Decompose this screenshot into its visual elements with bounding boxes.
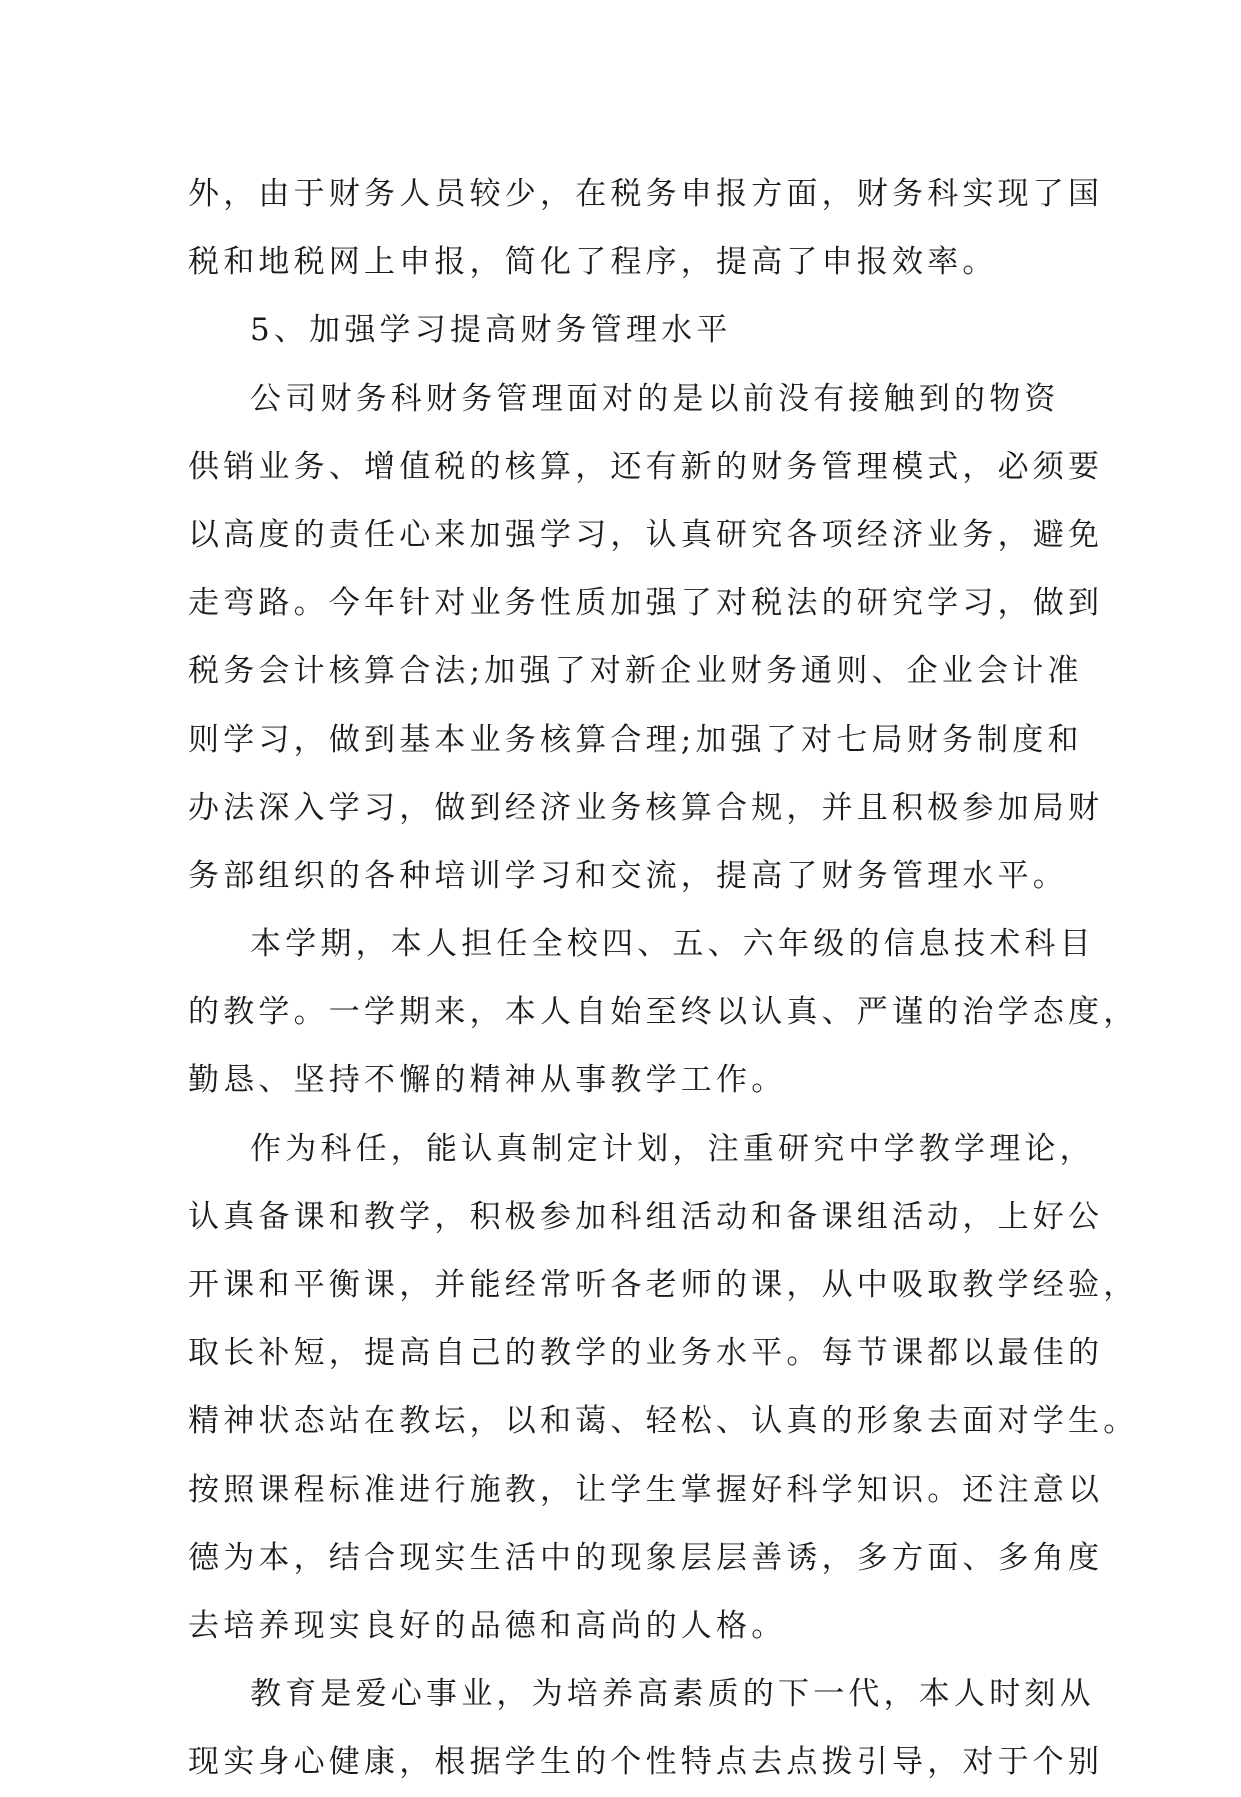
text-line: 供销业务、增值税的核算，还有新的财务管理模式，必须要 [188,448,1104,485]
text-line: 现实身心健康，根据学生的个性特点去点拨引导，对于个别 [188,1744,1104,1781]
text-line: 去培养现实良好的品德和高尚的人格。 [188,1607,787,1644]
text-line: 教育是爱心事业，为培养高素质的下一代，本人时刻从 [250,1676,1095,1713]
text-line: 本学期，本人担任全校四、五、六年级的信息技术科目 [250,926,1095,963]
text-line: 外，由于财务人员较少，在税务申报方面，财务科实现了国 [188,176,1104,212]
section-heading: 5、加强学习提高财务管理水平 [250,312,732,349]
text-line: 开课和平衡课，并能经常听各老师的课，从中吸取教学经验， [188,1267,1139,1303]
text-line: 勤恳、坚持不懈的精神从事教学工作。 [188,1062,787,1099]
text-line: 公司财务科财务管理面对的是以前没有接触到的物资 [250,380,1060,417]
text-line: 务部组织的各种培训学习和交流，提高了财务管理水平。 [188,857,1068,894]
text-line: 取长补短，提高自己的教学的业务水平。每节课都以最佳的 [188,1335,1104,1372]
text-line: 的教学。一学期来，本人自始至终以认真、严谨的治学态度， [188,994,1139,1031]
text-line: 走弯路。今年针对业务性质加强了对税法的研究学习，做到 [188,585,1104,622]
text-line: 德为本，结合现实生活中的现象层层善诱，多方面、多角度 [188,1539,1104,1576]
text-line: 税务会计核算合法;加强了对新企业财务通则、企业会计准 [188,653,1083,690]
text-line: 按照课程标准进行施教，让学生掌握好科学知识。还注意以 [188,1471,1104,1508]
text-line: 作为科任，能认真制定计划，注重研究中学教学理论， [250,1130,1095,1167]
text-line: 税和地税网上申报，简化了程序，提高了申报效率。 [188,244,998,281]
text-line: 则学习，做到基本业务核算合理;加强了对七局财务制度和 [188,721,1083,758]
text-line: 精神状态站在教坛，以和蔼、轻松、认真的形象去面对学生。 [188,1403,1139,1440]
text-line: 以高度的责任心来加强学习，认真研究各项经济业务，避免 [188,516,1104,553]
text-line: 办法深入学习，做到经济业务核算合规，并且积极参加局财 [188,789,1104,826]
text-line: 认真备课和教学，积极参加科组活动和备课组活动，上好公 [188,1198,1104,1235]
body-text [188,160,1139,1797]
